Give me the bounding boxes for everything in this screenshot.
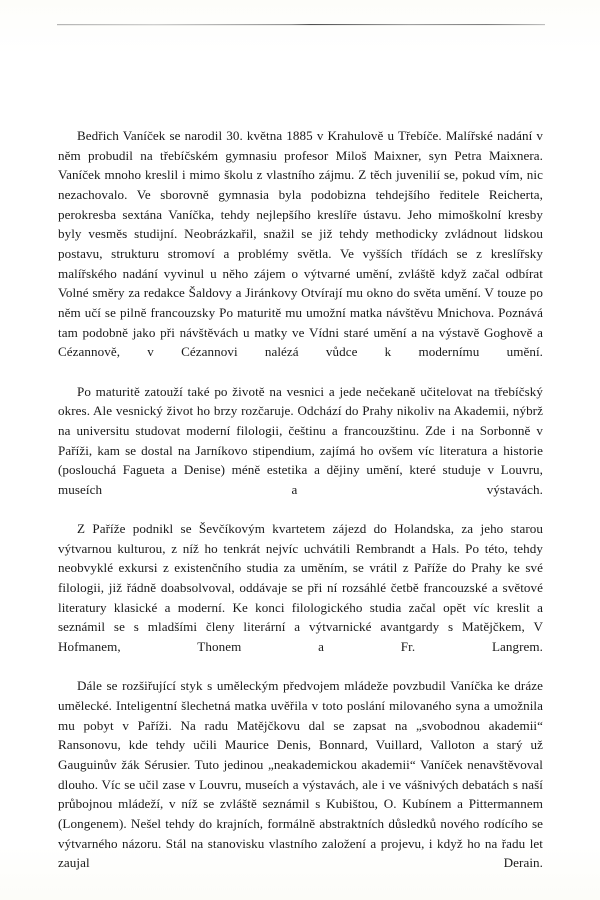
paragraph-3: Z Paříže podnikl se Ševčíkovým kvartetem zájezd do Holandska, za jeho starou výtvarnou kulturou, z níž ho tenkrát nejvíc uchvátili Rembrandt a Hals. Po této, tehdy neobvyklé exkursi z existenčního studia za uměním, se vrátil z Paříže do Prahy ke své filologii, již řádně doabsolvoval, oddávaje se při ní rozsáhlé četbě francouzské a světové literatury klasické a moderní. Ke konci filologického studia začal opět víc kreslit a seznámil se s mladšími členy literární a výtvarnické avantgardy s Matějčkem, V Hofmanem, Thonem a Fr. Langrem. xyxy=(58,521,543,655)
paragraph-4: Dále se rozšiřující styk s uměleckým předvojem mládeže povzbudil Vaníčka ke dráze umělecké. Inteligentní šlechetná matka uvěřila v toto poslání milovaného syna a umožnila mu pobyt v Paříži. Na radu Matějčkovu dal se zapsat na „svobodnou akademii“ Ransonovu, kde tehdy učili Maurice Denis, Bonnard, Vuillard, Valloton a starý už Gauguinův žák Sérusier. Tuto jedinou „neakademickou akademii“ Vaníček nenavštěvoval dlouho. Víc se učil zase v Louvru, museích a výstavách, ale i ve vášnivých debatách s naší průbojnou mládeží, v níž se zvláště seznámil s Kubištou, O. Kubínem a Pittermannem (Longenem). Nešel tehdy do krajních, formálně abstraktních důsledků nového rodícího se výtvarného názoru. Stál na stanovisku vlastního založení a projevu, i když ho na řadu let zaujal Derain. xyxy=(58,678,543,871)
horizontal-rule xyxy=(57,24,545,27)
paragraph-1: Bedřich Vaníček se narodil 30. května 1885 v Krahulově u Třebíče. Malířské nadání v něm probudil na třebíčském gymnasiu profesor Miloš Maixner, syn Petra Maixnera. Vaníček mnoho kreslil i mimo školu z vlastního zájmu. Z těch juvenilií se, pokud vím, nic nezachovalo. Ve sborovně gymnasia byla podobizna tehdejšího ředitele Reicherta, perokresba sextána Vaníčka, tehdy nejlepšího kreslíře ústavu. Jeho mimoškolní kresby byly vesměs studijní. Neobrázkařil, snažil se již tehdy methodicky zvládnout lidskou postavu, strukturu stromoví a problémy světla. Ve vyšších třídách se z kreslířsky malířského nadání vyvinul u něho zájem o výtvarné umění, zvláště když začal odbírat Volné směry za redakce Šaldovy a Jiránkovy Otvírají mu okno do světa umění. V touze po něm učí se pilně francouzsky Po maturitě mu umožní matka návštěvu Mnichova. Poznává tam podobně jako při návštěvách u matky ve Vídni staré umění a na výstavě Goghově a Cézannově, v Cézannovi nalézá vůdce k modernímu umění. xyxy=(58,128,543,360)
body-text-block xyxy=(58,126,543,893)
horizontal-rule-shadow xyxy=(57,25,545,26)
paragraph-2: Po maturitě zatouží také po životě na vesnici a jede nečekaně učitelovat na třebíčský okres. Ale vesnický život ho brzy rozčaruje. Odchází do Prahy nikoliv na Akademii, nýbrž na universitu studovat moderní filologii, češtinu a francouzštinu. Zde i na Sorbonně v Paříži, kam se dostal na Jarníkovo stipendium, zajímá ho ovšem víc literatura a historie (poslouchá Fagueta a Denise) méně estetika a dějiny umění, které studuje v Louvru, museích a výstavách. xyxy=(58,383,543,497)
